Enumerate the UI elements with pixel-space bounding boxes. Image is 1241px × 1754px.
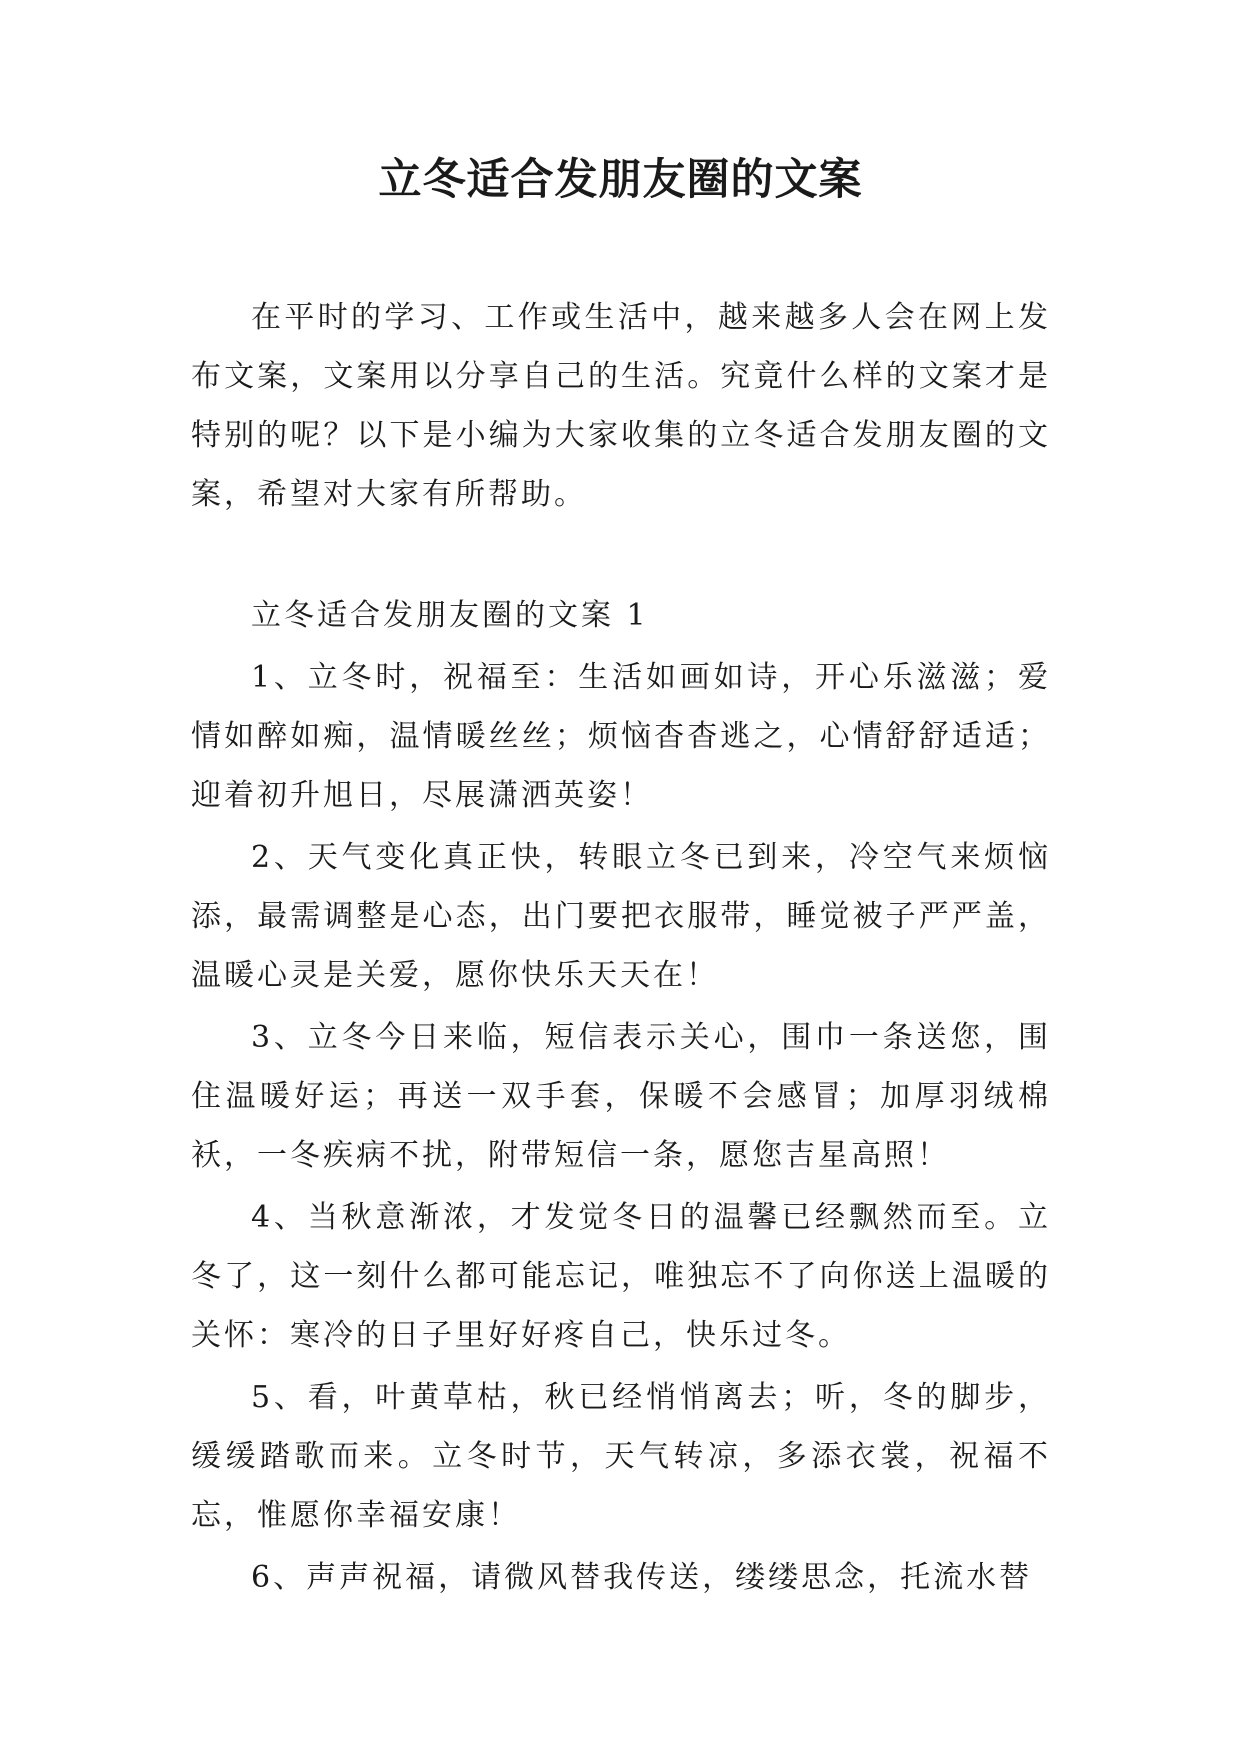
list-item: 4、当秋意渐浓，才发觉冬日的温馨已经飘然而至。立冬了，这一刻什么都可能忘记，唯独忘不了向你送上温暖的关怀：寒冷的日子里好好疼自己，快乐过冬。 <box>191 1200 1051 1353</box>
section-heading: 立冬适合发朋友圈的文案 1 <box>251 598 649 633</box>
list-item: 6、声声祝福，请微风替我传送，缕缕思念，托流水替 <box>251 1560 1033 1595</box>
list-item: 1、立冬时，祝福至：生活如画如诗，开心乐滋滋；爱情如醉如痴，温情暖丝丝；烦恼杳杳逃之，心情舒舒适适；迎着初升旭日，尽展潇洒英姿！ <box>191 660 1051 813</box>
intro-paragraph: 在平时的学习、工作或生活中，越来越多人会在网上发布文案，文案用以分享自己的生活。究竟什么样的文案才是特别的呢？以下是小编为大家收集的立冬适合发朋友圈的文案，希望对大家有所帮助。 <box>191 300 1051 512</box>
list-item: 3、立冬今日来临，短信表示关心，围巾一条送您，围住温暖好运；再送一双手套，保暖不会感冒；加厚羽绒棉袄，一冬疾病不扰，附带短信一条，愿您吉星高照！ <box>191 1020 1051 1173</box>
document-title: 立冬适合发朋友圈的文案 <box>378 155 863 205</box>
list-item: 2、天气变化真正快，转眼立冬已到来，冷空气来烦恼添，最需调整是心态，出门要把衣服带，睡觉被子严严盖，温暖心灵是关爱，愿你快乐天天在！ <box>191 840 1051 993</box>
list-item: 5、看，叶黄草枯，秋已经悄悄离去；听，冬的脚步，缓缓踏歌而来。立冬时节，天气转凉，多添衣裳，祝福不忘，惟愿你幸福安康！ <box>191 1380 1051 1533</box>
document-body <box>191 288 1051 1607</box>
